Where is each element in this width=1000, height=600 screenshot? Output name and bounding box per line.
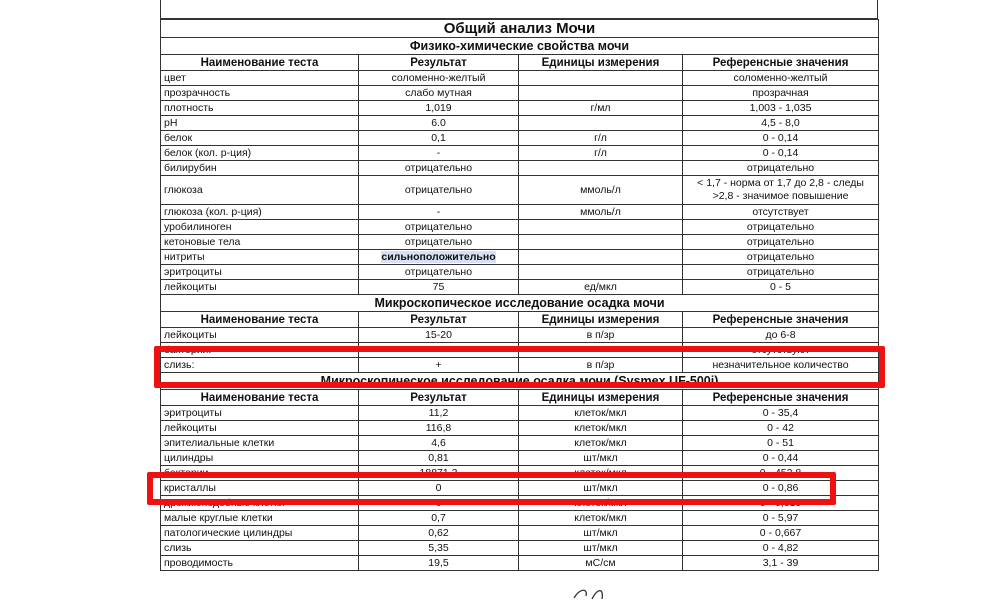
test-name: лейкоциты bbox=[161, 280, 359, 295]
result-value bbox=[359, 71, 519, 86]
test-name: белок (кол. р-ция) bbox=[161, 146, 359, 161]
reference-value: 0 - 35,4 bbox=[683, 406, 879, 421]
unit-value: мС/см bbox=[519, 556, 683, 571]
result-value bbox=[359, 541, 519, 556]
result-text: ++++ bbox=[426, 344, 451, 356]
test-name: бактерии: bbox=[161, 343, 359, 358]
test-name: цвет bbox=[161, 71, 359, 86]
result-text: 5,35 bbox=[428, 542, 449, 554]
reference-value: 0 - 5,97 bbox=[683, 511, 879, 526]
result-value bbox=[359, 146, 519, 161]
result-text: - bbox=[436, 147, 441, 159]
table-row bbox=[161, 116, 879, 131]
unit-value: в п/зр bbox=[519, 328, 683, 343]
test-name: проводимость bbox=[161, 556, 359, 571]
result-value bbox=[359, 205, 519, 220]
reference-value: 0 - 42 bbox=[683, 421, 879, 436]
unit-value: шт/мкл bbox=[519, 541, 683, 556]
test-name: лейкоциты bbox=[161, 328, 359, 343]
highlight-box-sediment bbox=[154, 346, 885, 388]
table-row bbox=[161, 176, 879, 205]
unit-value bbox=[519, 86, 683, 101]
table-row bbox=[161, 265, 879, 280]
test-name: дрожжеподобные клетки bbox=[161, 496, 359, 511]
unit-value bbox=[519, 250, 683, 265]
column-header: Наименование теста bbox=[161, 390, 359, 406]
test-name: слизь bbox=[161, 541, 359, 556]
result-text: + bbox=[435, 359, 442, 371]
result-value bbox=[359, 328, 519, 343]
table-row bbox=[161, 511, 879, 526]
table-row bbox=[161, 328, 879, 343]
result-text: соломенно-желтый bbox=[391, 72, 486, 84]
result-value bbox=[359, 511, 519, 526]
table-row bbox=[161, 436, 879, 451]
result-text: 18871,3 bbox=[419, 467, 458, 479]
table-row bbox=[161, 71, 879, 86]
unit-value: шт/мкл bbox=[519, 451, 683, 466]
result-value bbox=[359, 280, 519, 295]
column-header: Единицы измерения bbox=[519, 55, 683, 71]
column-header: Результат bbox=[359, 55, 519, 71]
result-value bbox=[359, 265, 519, 280]
reference-value: < 1,7 - норма от 1,7 до 2,8 - следы >2,8 - значимое повышение bbox=[683, 176, 879, 205]
table-row bbox=[161, 541, 879, 556]
result-value bbox=[359, 250, 519, 265]
reference-value: отсутствуют bbox=[683, 343, 879, 358]
column-header: Референсные значения bbox=[683, 312, 879, 328]
test-name: глюкоза (кол. р-ция) bbox=[161, 205, 359, 220]
unit-value: в п/зр bbox=[519, 358, 683, 373]
result-value bbox=[359, 556, 519, 571]
result-text: 0 bbox=[435, 482, 442, 494]
test-name: кристаллы bbox=[161, 481, 359, 496]
reference-value: 0 - 5 bbox=[683, 280, 879, 295]
unit-value: ммоль/л bbox=[519, 205, 683, 220]
highlight-box-bacteria bbox=[147, 472, 836, 505]
top-strip bbox=[160, 0, 878, 19]
unit-value bbox=[519, 235, 683, 250]
column-header: Референсные значения bbox=[683, 55, 879, 71]
table-row bbox=[161, 101, 879, 116]
table-row bbox=[161, 526, 879, 541]
result-text: 11,2 bbox=[428, 407, 449, 419]
reference-value: 3,1 - 39 bbox=[683, 556, 879, 571]
result-text: 116,8 bbox=[425, 422, 452, 434]
test-name: эритроциты bbox=[161, 406, 359, 421]
test-name: лейкоциты bbox=[161, 421, 359, 436]
result-value bbox=[359, 86, 519, 101]
reference-value: 0 - 452,8 bbox=[683, 466, 879, 481]
table-row bbox=[161, 406, 879, 421]
test-name: билирубин bbox=[161, 161, 359, 176]
test-name: уробилиноген bbox=[161, 220, 359, 235]
table-row bbox=[161, 421, 879, 436]
result-text: 0,7 bbox=[431, 512, 446, 524]
test-name: белок bbox=[161, 131, 359, 146]
result-value bbox=[359, 436, 519, 451]
result-text: 0 bbox=[435, 497, 442, 509]
test-name: глюкоза bbox=[161, 176, 359, 205]
test-name: эпителиальные клетки bbox=[161, 436, 359, 451]
unit-value: шт/мкл bbox=[519, 481, 683, 496]
reference-value: 1,003 - 1,035 bbox=[683, 101, 879, 116]
reference-value: отрицательно bbox=[683, 265, 879, 280]
result-text: 0,1 bbox=[431, 132, 446, 144]
unit-value: клеток/мкл bbox=[519, 421, 683, 436]
result-text: отрицательно bbox=[404, 221, 473, 233]
unit-value: клеток/мкл bbox=[519, 436, 683, 451]
test-name: плотность bbox=[161, 101, 359, 116]
unit-value bbox=[519, 116, 683, 131]
reference-value: отрицательно bbox=[683, 220, 879, 235]
unit-value: г/л bbox=[519, 146, 683, 161]
table-row bbox=[161, 250, 879, 265]
unit-value: ед/мкл bbox=[519, 280, 683, 295]
table-row bbox=[161, 220, 879, 235]
result-value bbox=[359, 406, 519, 421]
result-text: 6.0 bbox=[431, 117, 446, 129]
reference-value: до 6-8 bbox=[683, 328, 879, 343]
reference-value: 0 - 51 bbox=[683, 436, 879, 451]
unit-value bbox=[519, 71, 683, 86]
test-name: цилиндры bbox=[161, 451, 359, 466]
reference-value: 0 - 0,667 bbox=[683, 526, 879, 541]
unit-value: клеток/мкл bbox=[519, 406, 683, 421]
test-name: прозрачность bbox=[161, 86, 359, 101]
reference-value: отрицательно bbox=[683, 250, 879, 265]
table-row bbox=[161, 146, 879, 161]
result-value bbox=[359, 161, 519, 176]
reference-value: 0 - 0,019 bbox=[683, 496, 879, 511]
column-header: Наименование теста bbox=[161, 312, 359, 328]
table-row bbox=[161, 131, 879, 146]
table-row bbox=[161, 86, 879, 101]
result-value bbox=[359, 421, 519, 436]
test-name: нитриты bbox=[161, 250, 359, 265]
test-name: pH bbox=[161, 116, 359, 131]
reference-value: отрицательно bbox=[683, 161, 879, 176]
table-row bbox=[161, 161, 879, 176]
signature-mark bbox=[570, 586, 640, 600]
reference-value: прозрачная bbox=[683, 86, 879, 101]
report-title: Общий анализ Мочи bbox=[161, 20, 879, 38]
column-header: Единицы измерения bbox=[519, 390, 683, 406]
result-value bbox=[359, 131, 519, 146]
reference-value: 0 - 0,86 bbox=[683, 481, 879, 496]
result-text: 0,62 bbox=[428, 527, 449, 539]
result-text: отрицательно bbox=[404, 183, 473, 196]
result-value bbox=[359, 101, 519, 116]
table-row bbox=[161, 280, 879, 295]
result-text: - bbox=[436, 206, 441, 218]
result-text: 75 bbox=[432, 281, 445, 293]
test-name: кетоновые тела bbox=[161, 235, 359, 250]
reference-value: отсутствует bbox=[683, 205, 879, 220]
unit-value bbox=[519, 220, 683, 235]
test-name: бактерии bbox=[161, 466, 359, 481]
result-value bbox=[359, 451, 519, 466]
reference-value: соломенно-желтый bbox=[683, 71, 879, 86]
column-header: Единицы измерения bbox=[519, 312, 683, 328]
result-value bbox=[359, 176, 519, 205]
unit-value: шт/мкл bbox=[519, 526, 683, 541]
reference-value: 4,5 - 8,0 bbox=[683, 116, 879, 131]
column-header: Референсные значения bbox=[683, 390, 879, 406]
result-text: отрицательно bbox=[404, 236, 473, 248]
section-title: Физико-химические свойства мочи bbox=[161, 38, 879, 55]
column-header: Результат bbox=[359, 312, 519, 328]
reference-value: отрицательно bbox=[683, 235, 879, 250]
result-text: 4,6 bbox=[431, 437, 446, 449]
test-name: малые круглые клетки bbox=[161, 511, 359, 526]
result-text: 19,5 bbox=[428, 557, 449, 569]
result-text: 15-20 bbox=[425, 329, 452, 341]
unit-value bbox=[519, 265, 683, 280]
result-text: 1,019 bbox=[425, 102, 452, 114]
unit-value: клеток/мкл bbox=[519, 511, 683, 526]
result-text: отрицательно bbox=[404, 266, 473, 278]
test-name: патологические цилиндры bbox=[161, 526, 359, 541]
section-title: Микроскопическое исследование осадка мочи (Sysmex UF-500i) bbox=[161, 373, 879, 390]
result-value bbox=[359, 116, 519, 131]
result-text: отрицательно bbox=[404, 162, 473, 174]
unit-value: г/л bbox=[519, 131, 683, 146]
reference-value: 0 - 4,82 bbox=[683, 541, 879, 556]
column-header: Наименование теста bbox=[161, 55, 359, 71]
table-row bbox=[161, 451, 879, 466]
result-value bbox=[359, 220, 519, 235]
result-text: слабо мутная bbox=[405, 87, 472, 99]
table-row bbox=[161, 235, 879, 250]
reference-value: 0 - 0,14 bbox=[683, 131, 879, 146]
result-text: 0,81 bbox=[428, 452, 449, 464]
section-title: Микроскопическое исследование осадка мочи bbox=[161, 295, 879, 312]
reference-value: 0 - 0,44 bbox=[683, 451, 879, 466]
reference-value: незначительное количество bbox=[683, 358, 879, 373]
table-row bbox=[161, 205, 879, 220]
test-name: эритроциты bbox=[161, 265, 359, 280]
table-row bbox=[161, 556, 879, 571]
unit-value: клеток/мкл bbox=[519, 496, 683, 511]
unit-value: клеток/мкл bbox=[519, 466, 683, 481]
result-text: сильноположительно bbox=[381, 251, 496, 263]
unit-value: ммоль/л bbox=[519, 176, 683, 205]
column-header: Результат bbox=[359, 390, 519, 406]
unit-value: г/мл bbox=[519, 101, 683, 116]
unit-value bbox=[519, 161, 683, 176]
result-value bbox=[359, 235, 519, 250]
reference-value: 0 - 0,14 bbox=[683, 146, 879, 161]
result-value bbox=[359, 526, 519, 541]
test-name: слизь: bbox=[161, 358, 359, 373]
